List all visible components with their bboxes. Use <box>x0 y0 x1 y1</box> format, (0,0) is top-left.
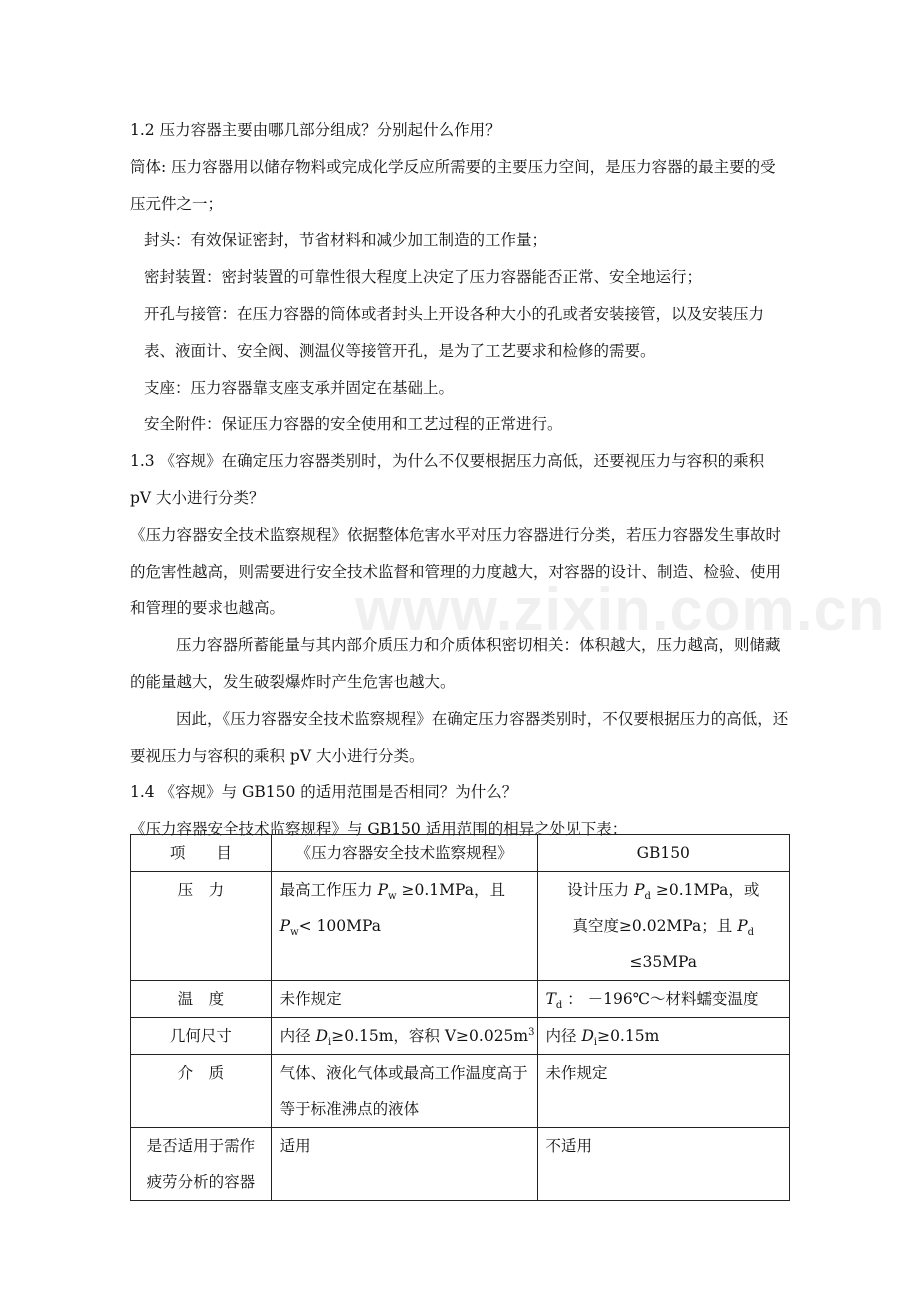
answer-1-4-intro: 《压力容器安全技术监察规程》与 GB150 适用范围的相异之处见下表： <box>130 820 628 839</box>
symbol: D <box>315 1027 329 1045</box>
watermark: www.zixin.com.cn <box>355 576 886 643</box>
cell-gb150: 不适用 <box>537 1128 790 1201</box>
row-label: 压 力 <box>131 872 272 981</box>
text: 真空度≥0.02MPa；且 <box>572 917 738 935</box>
text: ≥0.1MPa，且 <box>396 881 506 899</box>
header-gb150: GB150 <box>537 835 790 872</box>
header-regulation: 《压力容器安全技术监察规程》 <box>271 835 537 872</box>
symbol: P <box>279 917 291 935</box>
cell-regulation <box>271 1018 537 1055</box>
cell-regulation: 适用 <box>271 1128 537 1201</box>
symbol: D <box>581 1027 594 1045</box>
row-label: 是否适用于需作疲劳分析的容器 <box>131 1128 272 1201</box>
subscript: i <box>328 1037 332 1049</box>
text: ≥0.1MPa，或 <box>650 881 760 899</box>
cell-regulation: 气体、液化气体或最高工作温度高于等于标准沸点的液体 <box>271 1055 537 1128</box>
cell-regulation <box>271 872 537 981</box>
cell-gb150 <box>537 1018 790 1055</box>
subscript: d <box>644 891 651 903</box>
subscript: w <box>290 927 299 939</box>
table-row-medium <box>131 1055 790 1128</box>
text: ≥0.15m <box>597 1027 660 1045</box>
subscript: i <box>593 1037 598 1049</box>
comparison-table <box>130 834 790 1201</box>
subscript: d <box>555 1000 563 1012</box>
table-row-pressure <box>131 872 790 981</box>
answer-support: 支座：压力容器靠支座支承并固定在基础上。 <box>144 378 455 397</box>
document-body <box>130 112 790 848</box>
cell-gb150: 未作规定 <box>537 1055 790 1128</box>
table-row-geometry <box>131 1018 790 1055</box>
text: 最高工作压力 <box>279 881 378 899</box>
text: < 100MPa <box>298 917 381 935</box>
symbol: P <box>634 881 645 899</box>
text: 内径 <box>279 1027 316 1045</box>
cell-gb150 <box>537 981 790 1018</box>
row-label: 温 度 <box>131 981 272 1018</box>
symbol: P <box>377 881 389 899</box>
answer-shell: 筒体: 压力容器用以储存物料或完成化学反应所需要的主要压力空间，是压力容器的最主要的受压元件之一； <box>130 157 776 213</box>
answer-nozzle: 开孔与接管：在压力容器的筒体或者封头上开设各种大小的孔或者安装接管，以及安装压力表、液面计、安全阀、测温仪等接管开孔，是为了工艺要求和检修的需要。 <box>144 304 765 360</box>
subscript: d <box>747 927 755 939</box>
question-1-3: 1.3 《容规》在确定压力容器类别时，为什么不仅要根据压力高低，还要视压力与容积的乘积 pV 大小进行分类？ <box>130 452 765 507</box>
answer-1-3-c: 因此，《压力容器安全技术监察规程》在确定压力容器类别时，不仅要根据压力的高低，还要视压力与容积的乘积 pV 大小进行分类。 <box>130 709 789 765</box>
text: ≥0.15m，容积 V≥0.025m <box>331 1027 529 1045</box>
table-row-fatigue <box>131 1128 790 1201</box>
text: ： －196℃～材料蠕变温度 <box>562 990 759 1008</box>
row-label: 几何尺寸 <box>131 1018 272 1055</box>
answer-safety: 安全附件：保证压力容器的安全使用和工艺过程的正常进行。 <box>144 415 563 434</box>
cell-regulation: 未作规定 <box>271 981 537 1018</box>
text: 设计压力 <box>567 881 635 899</box>
symbol: P <box>737 917 748 935</box>
question-1-4: 1.4 《容规》与 GB150 的适用范围是否相同？为什么？ <box>130 783 518 802</box>
text: ≤35MPa <box>629 953 698 971</box>
table-row-temperature <box>131 981 790 1018</box>
question-1-2: 1.2 压力容器主要由哪几部分组成？分别起什么作用？ <box>130 121 501 139</box>
symbol: T <box>545 990 556 1008</box>
superscript: 3 <box>528 1026 535 1038</box>
header-item: 项 目 <box>131 835 272 872</box>
answer-head: 封头：有效保证密封，节省材料和减少加工制造的工作量； <box>144 231 548 250</box>
answer-1-3-a: 《压力容器安全技术监察规程》依据整体危害水平对压力容器进行分类，若压力容器发生事故时的危害性越高，则需要进行安全技术监督和管理的力度越大，对容器的设计、制造、检验、使用和管理的要求也越高。 <box>130 525 782 618</box>
row-label: 介 质 <box>131 1055 272 1128</box>
cell-gb150 <box>537 872 790 981</box>
subscript: w <box>388 891 397 903</box>
text: 内径 <box>545 1027 582 1045</box>
answer-seal: 密封装置：密封装置的可靠性很大程度上决定了压力容器能否正常、安全地运行； <box>144 268 703 287</box>
answer-1-3-b: 压力容器所蓄能量与其内部介质压力和介质体积密切相关：体积越大，压力越高，则储藏的能量越大，发生破裂爆炸时产生危害也越大。 <box>130 636 781 691</box>
table-header-row <box>131 835 790 872</box>
